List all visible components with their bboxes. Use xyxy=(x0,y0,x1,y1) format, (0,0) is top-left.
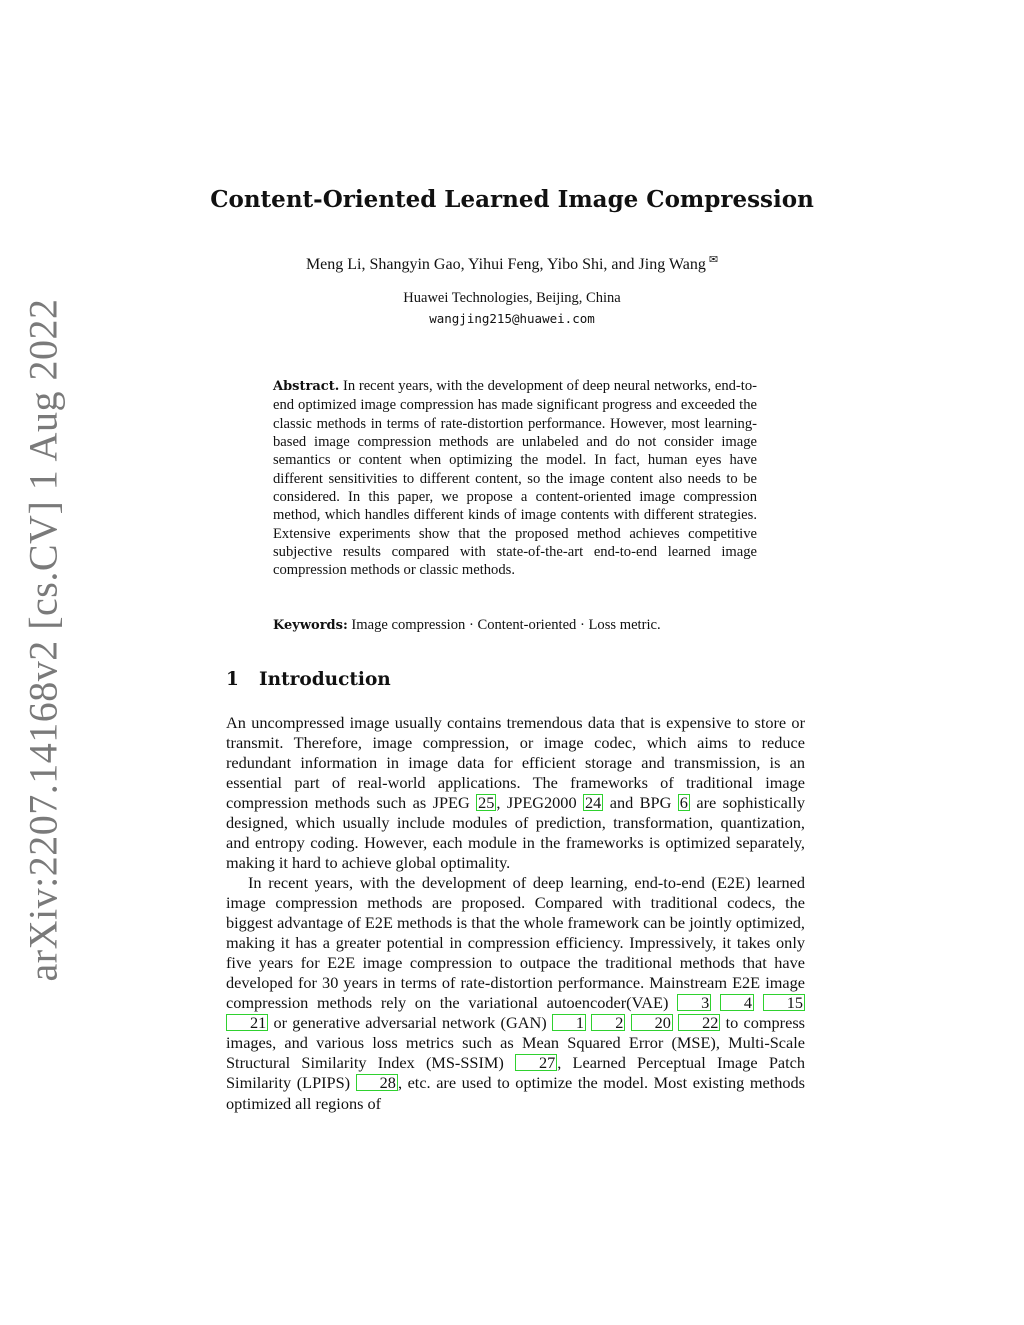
citation-link[interactable]: 22 xyxy=(678,1014,720,1031)
author-list xyxy=(0,253,1024,274)
keywords-text: Image compression · Content-oriented · Loss metric. xyxy=(351,617,661,633)
keywords-label: Keywords: xyxy=(273,618,348,633)
paragraph-text: are sophistically designed, which usually include modules of prediction, transformation, quantization, and entropy coding. However, each module in the frameworks is optimized separately, making it hard to achieve global optimality. xyxy=(226,793,805,873)
section-number: 1 xyxy=(226,669,239,690)
arxiv-stamp: arXiv:2207.14168v2 [cs.CV] 1 Aug 2022 xyxy=(20,298,66,982)
citation-link[interactable]: 6 xyxy=(679,793,688,813)
paragraph-text: to compress images, and various loss metrics such as Mean Squared Error (MSE), Multi-Scale Structural Similarity Index (MS-SSIM) xyxy=(226,1013,806,1073)
paragraph-text: In recent years, with the development of deep learning, end-to-end (E2E) learned image compression methods are proposed. Compared with traditional codecs, the biggest advantage of E2E methods is that the whole framework can be jointly optimized, making it has a greater potential in compression efficiency. Impressively, it takes only five years for E2E image compression to outpace the traditional methods that have developed for 30 years in terms of rate-distortion performance. Mainstream E2E image compression methods rely on the variational autoencoder(VAE) xyxy=(226,873,805,1013)
citation-link[interactable]: 21 xyxy=(226,1014,268,1031)
envelope-icon: ✉ xyxy=(708,254,719,266)
citation-link[interactable]: 20 xyxy=(631,1014,673,1031)
section-heading-introduction xyxy=(226,669,391,690)
paper-title: Content-Oriented Learned Image Compression xyxy=(210,186,814,213)
paragraph-text: , Learned Perceptual Image Patch Similarity (LPIPS) xyxy=(226,1053,805,1093)
intro-paragraph-2 xyxy=(226,873,805,1114)
citation-link[interactable]: 1 xyxy=(552,1014,586,1031)
paragraph-text: An uncompressed image usually contains tremendous data that is expensive to store or transmit. Therefore, image compression, or image codec, which aims to reduce redundant information in image data for efficient storage and transmission, is an essential part of real-world applications. The frameworks of traditional image compression methods such as JPEG xyxy=(226,713,805,813)
abstract-text: In recent years, with the development of deep neural networks, end-to-end optimized image compression has made significant progress and exceeded the classic methods in terms of rate-distortion performance. However, most learning-based image compression methods are unlabeled and do not consider image semantics or content when optimizing the model. In fact, human eyes have different sensitivities to different content, so the image content also needs to be considered. In this paper, we propose a content-oriented image compression method, which handles different kinds of image contents with different strategies. Extensive experiments show that the proposed method achieves competitive subjective results compared with state-of-the-art end-to-end learned image compression methods or classic methods. xyxy=(273,378,757,579)
citation-link[interactable]: 25 xyxy=(478,793,495,813)
citation-link[interactable]: 4 xyxy=(720,994,754,1011)
paragraph-text: or generative adversarial network (GAN) xyxy=(268,1013,552,1033)
paragraph-text: and BPG xyxy=(603,793,678,813)
author-names: Meng Li, Shangyin Gao, Yihui Feng, Yibo Shi, and Jing Wang xyxy=(305,256,706,273)
citation-link[interactable]: 3 xyxy=(677,994,711,1011)
keywords xyxy=(273,617,757,634)
abstract-label: Abstract. xyxy=(273,379,340,394)
intro-paragraph-1 xyxy=(226,713,805,873)
section-title: Introduction xyxy=(259,669,391,690)
citation-link[interactable]: 24 xyxy=(585,793,602,813)
citation-link[interactable]: 15 xyxy=(763,994,805,1011)
citation-link[interactable]: 27 xyxy=(515,1054,557,1071)
author-email[interactable]: wangjing215@huawei.com xyxy=(429,311,595,326)
paragraph-text: , JPEG2000 xyxy=(496,793,584,813)
paragraph-text: , etc. are used to optimize the model. Most existing methods optimized all regions of xyxy=(226,1073,805,1113)
citation-link[interactable]: 28 xyxy=(356,1074,398,1091)
abstract xyxy=(273,377,757,580)
citation-link[interactable]: 2 xyxy=(591,1014,625,1031)
affiliation: Huawei Technologies, Beijing, China xyxy=(403,290,621,306)
